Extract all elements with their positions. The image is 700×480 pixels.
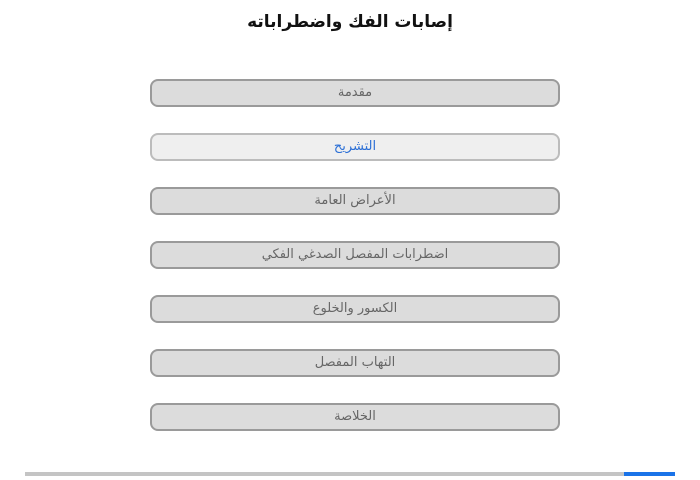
menu-item-fractures-dislocations[interactable]: الكسور والخلوع xyxy=(150,295,560,323)
menu-item-introduction[interactable]: مقدمة xyxy=(150,79,560,107)
progress-bar-fill xyxy=(624,472,675,476)
menu-item-anatomy[interactable]: التشريح xyxy=(150,133,560,161)
chapter-menu xyxy=(150,79,560,457)
page-title: إصابات الفك واضطراباته xyxy=(247,12,453,32)
menu-item-arthritis[interactable]: التهاب المفصل xyxy=(150,349,560,377)
progress-bar xyxy=(25,472,675,476)
menu-item-summary[interactable]: الخلاصة xyxy=(150,403,560,431)
menu-item-general-symptoms[interactable]: الأعراض العامة xyxy=(150,187,560,215)
menu-item-tmj-disorders[interactable]: اضطرابات المفصل الصدغي الفكي xyxy=(150,241,560,269)
